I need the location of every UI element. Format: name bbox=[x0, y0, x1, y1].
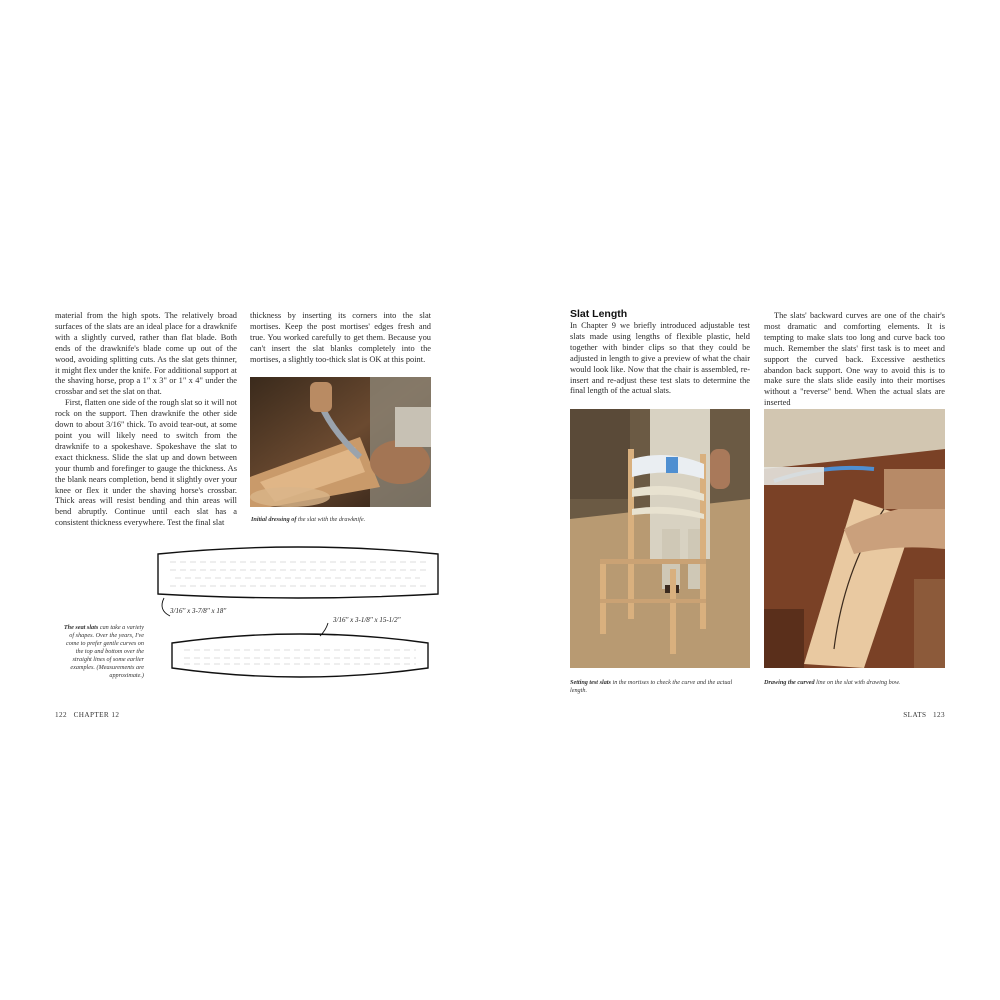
right-page bbox=[500, 0, 1000, 1000]
paragraph: thickness by inserting its corners into the slat mortises. Keep the post mortises' edges fresh and true. You worked carefully to get them. Because you can't insert the slat blanks completely into the mortises, a slightly too-thick slat is OK at this point. bbox=[250, 311, 431, 364]
drawing-bow-photo bbox=[764, 409, 945, 668]
right-text-column-1 bbox=[570, 321, 750, 397]
left-folio: 122 CHAPTER 12 bbox=[55, 711, 120, 719]
slat-diagram-caption: The seat slats can take a variety of shapes. Over the years, I've come to prefer gentle curves on the top and bottom over the straight lines of some earlier examples. (Measurements are approximate.) bbox=[63, 624, 144, 679]
paragraph: material from the high spots. The relatively broad surfaces of the slats are an ideal place for a drawknife with a slightly curved, rather than flat blade. Both ends of the drawknife's blade come up out of the wood, avoiding splitting cuts. As the slat gets thinner, it might flex under the knife. For additional support at the shaving horse, prop a 1" x 3" or 1" x 4" under the crossbar and set the slat on that. bbox=[55, 311, 237, 397]
left-text-column-1 bbox=[55, 311, 237, 529]
drawknife-photo bbox=[250, 377, 431, 507]
bow-photo-caption: Drawing the curved line on the slat with drawing bow. bbox=[764, 679, 901, 686]
right-text-column-2 bbox=[764, 311, 945, 409]
right-folio: SLATS 123 bbox=[903, 711, 945, 719]
upper-slat-dimension-label: 3/16" x 3-7/8" x 18" bbox=[170, 607, 227, 615]
slat-diagram bbox=[150, 540, 445, 690]
left-text-column-2 bbox=[250, 311, 431, 366]
lower-slat-dimension-label: 3/16" x 3-1/8" x 15-1/2" bbox=[333, 616, 401, 624]
chair-test-slats-photo bbox=[570, 409, 750, 668]
section-heading: Slat Length bbox=[570, 308, 628, 320]
drawknife-photo-caption: Initial dressing of the slat with the drawknife. bbox=[251, 516, 366, 523]
paragraph: The slats' backward curves are one of the chair's most dramatic and comforting elements. It is tempting to make slats too long and curve back too much. Remember the slats' first task is to meet and support the curved back. Excessive aesthetics abandon back support. One way to avoid this is to make sure the slats slide easily into their mortises without a "reverse" bend. When the actual slats are inserted bbox=[764, 311, 945, 408]
paragraph: First, flatten one side of the rough slat so it will not rock on the support. Then drawknife the other side down to about 3/16" thick. To avoid tear-out, at some point you will likely need to switch from the drawknife to a spokeshave. Spokeshave the slat to exact thickness. Slide the slat up and down between your thumb and forefinger to gauge the thickness. As the blank nears completion, bend it slightly over your knee or flex it under the shaving horse's crossbar. Thick areas will resist bending and thin areas will bend abruptly. Continue until each slat has a consistent thickness everywhere. Test the final slat bbox=[55, 398, 237, 528]
chair-photo-caption: Setting test slats in the mortises to check the curve and the actual length. bbox=[570, 679, 733, 694]
paragraph: In Chapter 9 we briefly introduced adjustable test slats made using lengths of flexible plastic, held together with binder clips so that they could be adjusted in length to give a preview of what the chair would look like. Now that the chair is assembled, re-insert and re-adjust these test slats to determine the final length of the actual slats. bbox=[570, 321, 750, 396]
